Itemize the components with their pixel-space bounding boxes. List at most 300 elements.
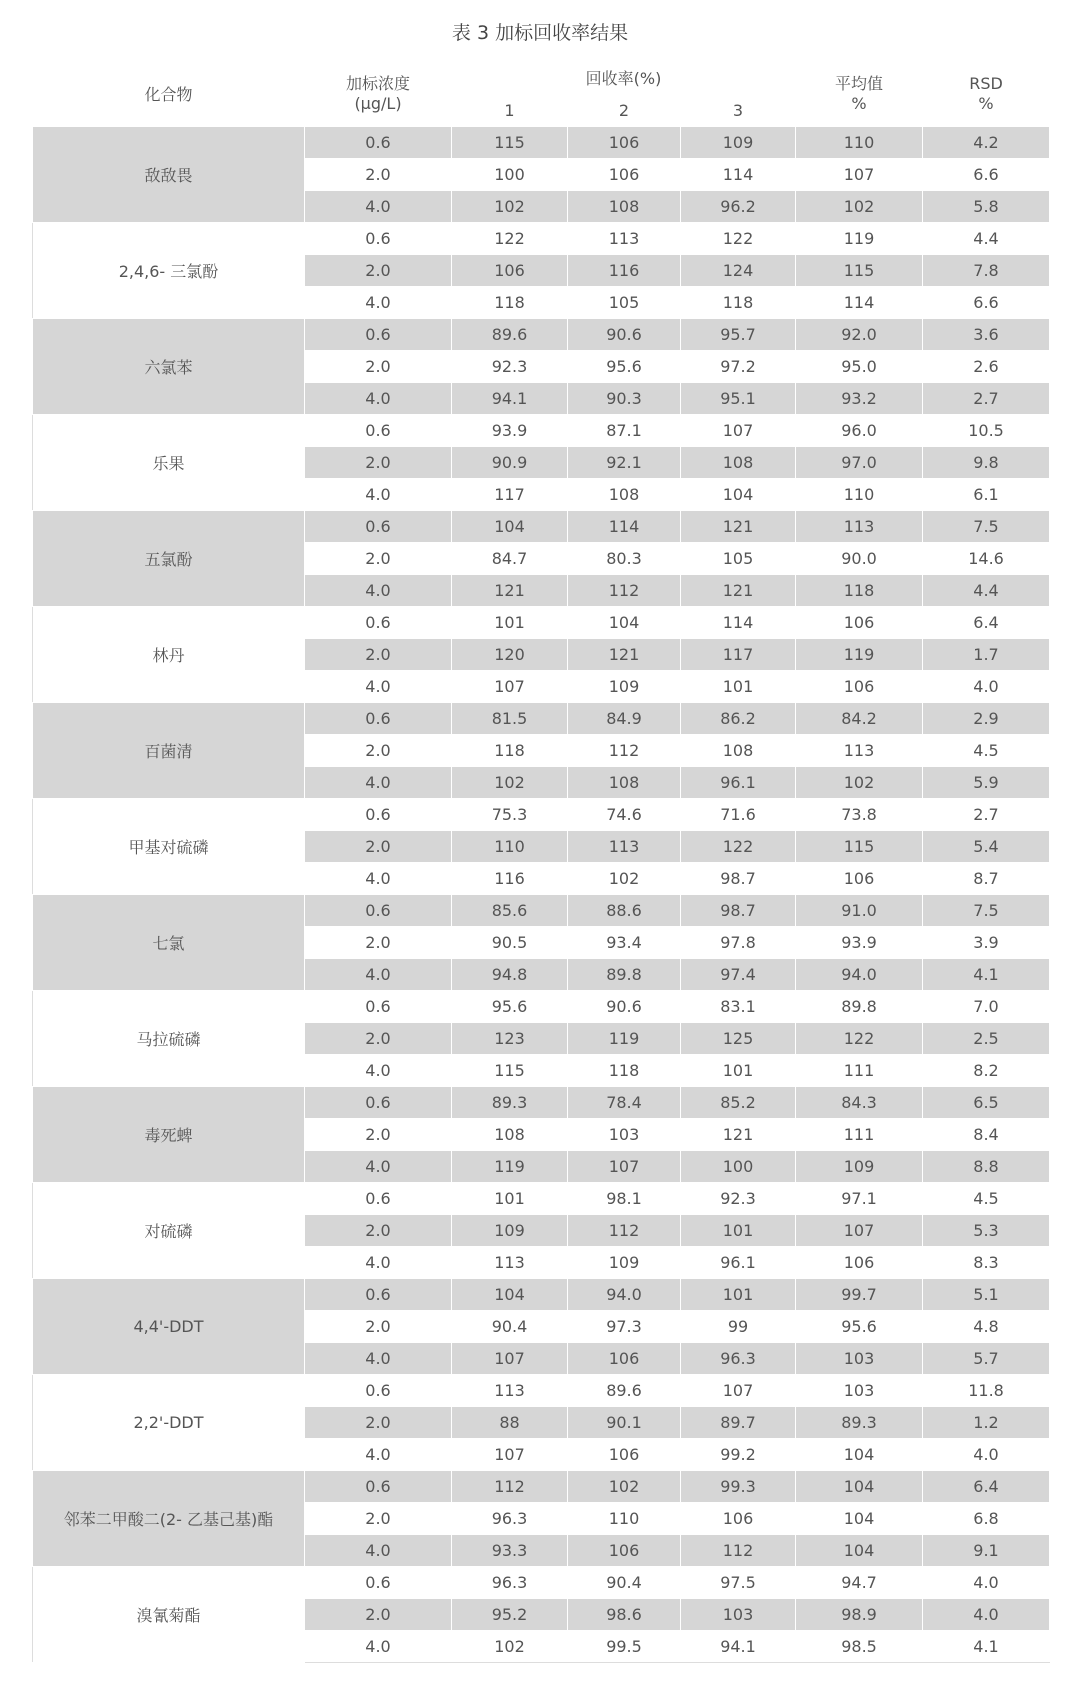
cell-rsd: 6.6 <box>923 159 1050 191</box>
cell-rep2: 112 <box>568 735 681 767</box>
cell-rsd: 5.8 <box>923 191 1050 223</box>
cell-mean: 106 <box>796 1247 923 1279</box>
cell-spike: 2.0 <box>305 639 452 671</box>
cell-mean: 89.3 <box>796 1407 923 1439</box>
cell-rep1: 101 <box>452 1183 568 1215</box>
compound-name: 对硫磷 <box>33 1183 305 1279</box>
cell-rep1: 122 <box>452 223 568 255</box>
cell-rep1: 120 <box>452 639 568 671</box>
cell-rep2: 112 <box>568 575 681 607</box>
table-body <box>33 127 1050 1663</box>
cell-rep2: 78.4 <box>568 1087 681 1119</box>
cell-rep2: 116 <box>568 255 681 287</box>
cell-rep3: 85.2 <box>681 1087 796 1119</box>
cell-mean: 122 <box>796 1023 923 1055</box>
cell-rep3: 112 <box>681 1535 796 1567</box>
cell-rsd: 6.8 <box>923 1503 1050 1535</box>
cell-mean: 73.8 <box>796 799 923 831</box>
cell-rep3: 96.1 <box>681 767 796 799</box>
cell-rsd: 4.0 <box>923 1439 1050 1471</box>
cell-spike: 4.0 <box>305 383 452 415</box>
cell-rep1: 89.3 <box>452 1087 568 1119</box>
cell-spike: 4.0 <box>305 671 452 703</box>
cell-rep2: 106 <box>568 127 681 159</box>
cell-rsd: 8.8 <box>923 1151 1050 1183</box>
cell-mean: 119 <box>796 223 923 255</box>
cell-rep2: 98.1 <box>568 1183 681 1215</box>
cell-rep3: 96.2 <box>681 191 796 223</box>
table-row <box>33 799 1050 831</box>
cell-rep1: 107 <box>452 1343 568 1375</box>
cell-spike: 4.0 <box>305 479 452 511</box>
cell-rep2: 90.3 <box>568 383 681 415</box>
cell-rep3: 114 <box>681 607 796 639</box>
cell-mean: 110 <box>796 479 923 511</box>
cell-rep3: 122 <box>681 831 796 863</box>
cell-mean: 98.9 <box>796 1599 923 1631</box>
cell-spike: 0.6 <box>305 223 452 255</box>
cell-rep3: 107 <box>681 1375 796 1407</box>
cell-rsd: 2.7 <box>923 383 1050 415</box>
cell-rep2: 106 <box>568 1535 681 1567</box>
compound-name: 马拉硫磷 <box>33 991 305 1087</box>
compound-name: 溴氰菊酯 <box>33 1567 305 1663</box>
cell-rep3: 107 <box>681 415 796 447</box>
table-row <box>33 319 1050 351</box>
cell-rsd: 4.8 <box>923 1311 1050 1343</box>
cell-rep2: 98.6 <box>568 1599 681 1631</box>
cell-rep1: 81.5 <box>452 703 568 735</box>
cell-rep3: 103 <box>681 1599 796 1631</box>
cell-spike: 0.6 <box>305 895 452 927</box>
cell-rsd: 6.4 <box>923 1471 1050 1503</box>
cell-rep1: 109 <box>452 1215 568 1247</box>
cell-mean: 104 <box>796 1503 923 1535</box>
cell-rep2: 106 <box>568 1439 681 1471</box>
cell-rep2: 106 <box>568 159 681 191</box>
cell-mean: 119 <box>796 639 923 671</box>
cell-rep1: 90.4 <box>452 1311 568 1343</box>
cell-rep2: 113 <box>568 223 681 255</box>
cell-mean: 89.8 <box>796 991 923 1023</box>
cell-spike: 2.0 <box>305 159 452 191</box>
cell-rep2: 97.3 <box>568 1311 681 1343</box>
cell-rep1: 116 <box>452 863 568 895</box>
cell-rsd: 2.6 <box>923 351 1050 383</box>
table-row <box>33 511 1050 543</box>
cell-rep3: 98.7 <box>681 863 796 895</box>
cell-rep1: 117 <box>452 479 568 511</box>
cell-rep1: 100 <box>452 159 568 191</box>
cell-rep2: 87.1 <box>568 415 681 447</box>
cell-rep1: 110 <box>452 831 568 863</box>
cell-spike: 2.0 <box>305 447 452 479</box>
cell-spike: 0.6 <box>305 1375 452 1407</box>
cell-spike: 0.6 <box>305 1183 452 1215</box>
cell-rep1: 118 <box>452 735 568 767</box>
cell-rep1: 84.7 <box>452 543 568 575</box>
cell-rep1: 121 <box>452 575 568 607</box>
compound-name: 百菌清 <box>33 703 305 799</box>
cell-rep1: 106 <box>452 255 568 287</box>
cell-rep2: 104 <box>568 607 681 639</box>
cell-rep2: 113 <box>568 831 681 863</box>
cell-rep3: 98.7 <box>681 895 796 927</box>
cell-rep1: 94.8 <box>452 959 568 991</box>
cell-mean: 94.0 <box>796 959 923 991</box>
header-mean <box>796 61 923 127</box>
cell-rsd: 7.5 <box>923 895 1050 927</box>
cell-mean: 94.7 <box>796 1567 923 1599</box>
cell-rsd: 4.1 <box>923 1631 1050 1663</box>
cell-rep2: 84.9 <box>568 703 681 735</box>
cell-mean: 84.2 <box>796 703 923 735</box>
cell-spike: 2.0 <box>305 1023 452 1055</box>
cell-rep2: 92.1 <box>568 447 681 479</box>
cell-rep3: 117 <box>681 639 796 671</box>
cell-rsd: 5.7 <box>923 1343 1050 1375</box>
cell-spike: 2.0 <box>305 351 452 383</box>
cell-rsd: 4.0 <box>923 1599 1050 1631</box>
cell-mean: 110 <box>796 127 923 159</box>
cell-spike: 0.6 <box>305 703 452 735</box>
compound-name: 七氯 <box>33 895 305 991</box>
cell-rep3: 101 <box>681 1055 796 1087</box>
cell-rep1: 112 <box>452 1471 568 1503</box>
cell-rep2: 110 <box>568 1503 681 1535</box>
header-compound: 化合物 <box>33 61 305 127</box>
cell-rep3: 114 <box>681 159 796 191</box>
cell-rep3: 101 <box>681 671 796 703</box>
cell-mean: 99.7 <box>796 1279 923 1311</box>
cell-spike: 4.0 <box>305 1343 452 1375</box>
cell-rep1: 102 <box>452 191 568 223</box>
cell-spike: 0.6 <box>305 1471 452 1503</box>
cell-rep3: 104 <box>681 479 796 511</box>
table-row <box>33 1279 1050 1311</box>
cell-spike: 2.0 <box>305 831 452 863</box>
cell-rep1: 118 <box>452 287 568 319</box>
compound-name: 2,4,6- 三氯酚 <box>33 223 305 319</box>
cell-rep3: 105 <box>681 543 796 575</box>
header-spike-line1: 加标浓度 <box>345 73 410 93</box>
cell-rep1: 115 <box>452 127 568 159</box>
cell-rep2: 90.1 <box>568 1407 681 1439</box>
cell-mean: 106 <box>796 863 923 895</box>
header-spike-concentration <box>305 61 452 127</box>
cell-rep3: 99 <box>681 1311 796 1343</box>
cell-rep3: 99.2 <box>681 1439 796 1471</box>
cell-mean: 113 <box>796 511 923 543</box>
cell-mean: 96.0 <box>796 415 923 447</box>
cell-mean: 107 <box>796 159 923 191</box>
cell-spike: 2.0 <box>305 1503 452 1535</box>
cell-rep3: 97.5 <box>681 1567 796 1599</box>
cell-rep2: 93.4 <box>568 927 681 959</box>
cell-rep1: 90.5 <box>452 927 568 959</box>
table-row <box>33 607 1050 639</box>
cell-rep3: 99.3 <box>681 1471 796 1503</box>
cell-mean: 98.5 <box>796 1631 923 1663</box>
cell-mean: 84.3 <box>796 1087 923 1119</box>
cell-rep1: 113 <box>452 1375 568 1407</box>
cell-rep3: 95.7 <box>681 319 796 351</box>
cell-spike: 4.0 <box>305 191 452 223</box>
cell-rep2: 121 <box>568 639 681 671</box>
cell-rep1: 107 <box>452 1439 568 1471</box>
cell-rsd: 2.5 <box>923 1023 1050 1055</box>
cell-rsd: 3.6 <box>923 319 1050 351</box>
cell-mean: 111 <box>796 1119 923 1151</box>
cell-mean: 111 <box>796 1055 923 1087</box>
cell-mean: 93.2 <box>796 383 923 415</box>
table-row <box>33 1087 1050 1119</box>
cell-rep3: 96.1 <box>681 1247 796 1279</box>
cell-rsd: 4.0 <box>923 1567 1050 1599</box>
cell-rep1: 102 <box>452 1631 568 1663</box>
cell-rsd: 8.3 <box>923 1247 1050 1279</box>
cell-rsd: 9.8 <box>923 447 1050 479</box>
compound-name: 4,4'-DDT <box>33 1279 305 1375</box>
cell-rsd: 1.7 <box>923 639 1050 671</box>
cell-rsd: 4.0 <box>923 671 1050 703</box>
cell-rep1: 104 <box>452 1279 568 1311</box>
table-row <box>33 1471 1050 1503</box>
cell-rep1: 75.3 <box>452 799 568 831</box>
cell-rep1: 113 <box>452 1247 568 1279</box>
cell-rep2: 103 <box>568 1119 681 1151</box>
cell-mean: 106 <box>796 671 923 703</box>
cell-mean: 93.9 <box>796 927 923 959</box>
cell-mean: 97.1 <box>796 1183 923 1215</box>
cell-spike: 2.0 <box>305 927 452 959</box>
cell-mean: 115 <box>796 255 923 287</box>
cell-rep3: 121 <box>681 1119 796 1151</box>
cell-spike: 0.6 <box>305 511 452 543</box>
cell-spike: 2.0 <box>305 1311 452 1343</box>
cell-rep3: 121 <box>681 511 796 543</box>
cell-spike: 2.0 <box>305 1119 452 1151</box>
cell-rep1: 107 <box>452 671 568 703</box>
table-row <box>33 895 1050 927</box>
table-header <box>33 61 1050 127</box>
cell-rsd: 6.6 <box>923 287 1050 319</box>
cell-rep1: 123 <box>452 1023 568 1055</box>
cell-spike: 2.0 <box>305 543 452 575</box>
cell-rsd: 7.8 <box>923 255 1050 287</box>
header-rsd-line2: % <box>978 93 994 113</box>
header-replicate-2: 2 <box>568 94 681 127</box>
cell-spike: 4.0 <box>305 767 452 799</box>
cell-rsd: 2.9 <box>923 703 1050 735</box>
cell-rep2: 88.6 <box>568 895 681 927</box>
cell-rep3: 86.2 <box>681 703 796 735</box>
cell-rep2: 118 <box>568 1055 681 1087</box>
compound-name: 甲基对硫磷 <box>33 799 305 895</box>
cell-rep1: 102 <box>452 767 568 799</box>
cell-spike: 0.6 <box>305 1567 452 1599</box>
header-mean-line2: % <box>851 93 867 113</box>
cell-spike: 4.0 <box>305 1055 452 1087</box>
cell-rep3: 95.1 <box>681 383 796 415</box>
cell-rsd: 7.5 <box>923 511 1050 543</box>
cell-rsd: 4.5 <box>923 1183 1050 1215</box>
header-rsd-line1: RSD <box>969 73 1003 93</box>
cell-rep2: 107 <box>568 1151 681 1183</box>
cell-rsd: 4.4 <box>923 223 1050 255</box>
cell-mean: 104 <box>796 1535 923 1567</box>
compound-name: 邻苯二甲酸二(2- 乙基己基)酯 <box>33 1471 305 1567</box>
table-row <box>33 703 1050 735</box>
header-recovery: 回收率(%) <box>452 61 796 94</box>
cell-rsd: 4.5 <box>923 735 1050 767</box>
cell-mean: 91.0 <box>796 895 923 927</box>
cell-mean: 103 <box>796 1375 923 1407</box>
cell-rsd: 5.3 <box>923 1215 1050 1247</box>
cell-rsd: 8.2 <box>923 1055 1050 1087</box>
cell-rsd: 3.9 <box>923 927 1050 959</box>
cell-mean: 90.0 <box>796 543 923 575</box>
cell-spike: 4.0 <box>305 1247 452 1279</box>
cell-spike: 2.0 <box>305 1407 452 1439</box>
cell-rsd: 7.0 <box>923 991 1050 1023</box>
cell-spike: 2.0 <box>305 735 452 767</box>
cell-spike: 4.0 <box>305 1439 452 1471</box>
cell-rsd: 5.4 <box>923 831 1050 863</box>
cell-rep1: 88 <box>452 1407 568 1439</box>
cell-rep3: 94.1 <box>681 1631 796 1663</box>
cell-mean: 102 <box>796 767 923 799</box>
compound-name: 毒死蜱 <box>33 1087 305 1183</box>
cell-spike: 0.6 <box>305 607 452 639</box>
cell-rsd: 5.9 <box>923 767 1050 799</box>
cell-spike: 0.6 <box>305 799 452 831</box>
cell-rep1: 85.6 <box>452 895 568 927</box>
cell-spike: 2.0 <box>305 1599 452 1631</box>
cell-rep2: 114 <box>568 511 681 543</box>
cell-mean: 109 <box>796 1151 923 1183</box>
cell-spike: 0.6 <box>305 127 452 159</box>
cell-rep2: 112 <box>568 1215 681 1247</box>
cell-rep3: 97.2 <box>681 351 796 383</box>
cell-rep3: 121 <box>681 575 796 607</box>
cell-rep2: 109 <box>568 671 681 703</box>
cell-spike: 0.6 <box>305 1279 452 1311</box>
cell-spike: 2.0 <box>305 1215 452 1247</box>
cell-rep3: 122 <box>681 223 796 255</box>
cell-mean: 115 <box>796 831 923 863</box>
cell-mean: 95.6 <box>796 1311 923 1343</box>
recovery-table <box>32 60 1050 1663</box>
header-rsd <box>923 61 1050 127</box>
compound-name: 六氯苯 <box>33 319 305 415</box>
cell-spike: 4.0 <box>305 287 452 319</box>
cell-rep1: 93.3 <box>452 1535 568 1567</box>
cell-spike: 4.0 <box>305 1151 452 1183</box>
cell-rsd: 8.4 <box>923 1119 1050 1151</box>
cell-rep3: 118 <box>681 287 796 319</box>
cell-rep3: 108 <box>681 447 796 479</box>
cell-rep3: 96.3 <box>681 1343 796 1375</box>
cell-rep3: 92.3 <box>681 1183 796 1215</box>
cell-rep1: 96.3 <box>452 1567 568 1599</box>
cell-rep2: 89.8 <box>568 959 681 991</box>
cell-rep2: 102 <box>568 1471 681 1503</box>
cell-rep1: 119 <box>452 1151 568 1183</box>
cell-rep2: 94.0 <box>568 1279 681 1311</box>
cell-rep2: 90.6 <box>568 319 681 351</box>
header-spike-line2: (μg/L) <box>354 93 402 113</box>
cell-rsd: 11.8 <box>923 1375 1050 1407</box>
cell-rsd: 6.1 <box>923 479 1050 511</box>
table-row <box>33 1375 1050 1407</box>
cell-mean: 104 <box>796 1471 923 1503</box>
cell-rep1: 90.9 <box>452 447 568 479</box>
cell-rsd: 4.1 <box>923 959 1050 991</box>
cell-rep3: 109 <box>681 127 796 159</box>
cell-rep3: 89.7 <box>681 1407 796 1439</box>
header-replicate-1: 1 <box>452 94 568 127</box>
cell-rep1: 96.3 <box>452 1503 568 1535</box>
cell-rep2: 106 <box>568 1343 681 1375</box>
cell-rsd: 9.1 <box>923 1535 1050 1567</box>
cell-rep2: 74.6 <box>568 799 681 831</box>
cell-rep2: 80.3 <box>568 543 681 575</box>
table-row <box>33 223 1050 255</box>
cell-rep1: 95.6 <box>452 991 568 1023</box>
cell-rep1: 101 <box>452 607 568 639</box>
cell-rep3: 83.1 <box>681 991 796 1023</box>
cell-rep3: 108 <box>681 735 796 767</box>
cell-rep3: 97.4 <box>681 959 796 991</box>
cell-mean: 92.0 <box>796 319 923 351</box>
cell-rep3: 106 <box>681 1503 796 1535</box>
cell-rep1: 108 <box>452 1119 568 1151</box>
header-mean-line1: 平均值 <box>835 73 884 93</box>
cell-rep2: 95.6 <box>568 351 681 383</box>
cell-spike: 0.6 <box>305 991 452 1023</box>
table-row <box>33 991 1050 1023</box>
cell-rep3: 71.6 <box>681 799 796 831</box>
cell-rep2: 108 <box>568 479 681 511</box>
cell-rep3: 124 <box>681 255 796 287</box>
cell-rep2: 105 <box>568 287 681 319</box>
cell-mean: 104 <box>796 1439 923 1471</box>
cell-rep1: 93.9 <box>452 415 568 447</box>
cell-spike: 0.6 <box>305 415 452 447</box>
cell-spike: 2.0 <box>305 255 452 287</box>
cell-mean: 113 <box>796 735 923 767</box>
cell-rep1: 89.6 <box>452 319 568 351</box>
cell-rsd: 5.1 <box>923 1279 1050 1311</box>
cell-rep2: 90.4 <box>568 1567 681 1599</box>
cell-spike: 0.6 <box>305 319 452 351</box>
table-row <box>33 1567 1050 1599</box>
cell-rep1: 115 <box>452 1055 568 1087</box>
cell-rep1: 92.3 <box>452 351 568 383</box>
table-row <box>33 127 1050 159</box>
compound-name: 五氯酚 <box>33 511 305 607</box>
cell-rep3: 125 <box>681 1023 796 1055</box>
cell-rep3: 101 <box>681 1279 796 1311</box>
cell-spike: 4.0 <box>305 575 452 607</box>
cell-spike: 4.0 <box>305 1535 452 1567</box>
cell-mean: 114 <box>796 287 923 319</box>
cell-rsd: 6.5 <box>923 1087 1050 1119</box>
compound-name: 敌敌畏 <box>33 127 305 223</box>
cell-rsd: 2.7 <box>923 799 1050 831</box>
cell-rep2: 89.6 <box>568 1375 681 1407</box>
